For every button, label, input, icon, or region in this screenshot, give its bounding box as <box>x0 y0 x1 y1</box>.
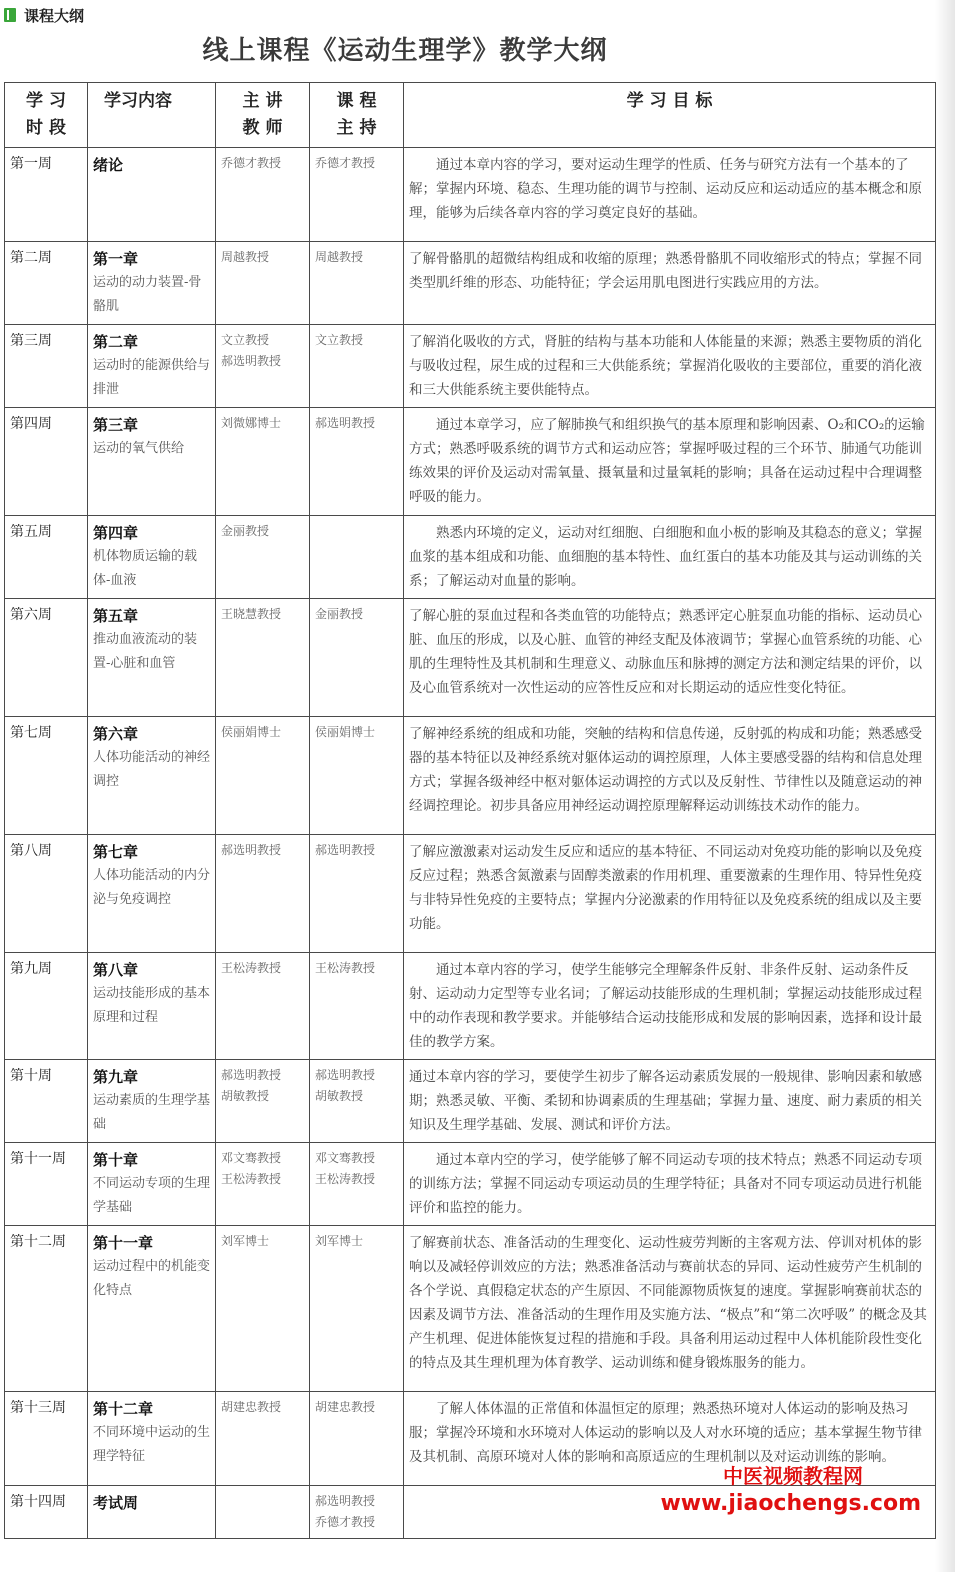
content-cell <box>88 1392 216 1486</box>
lecturer-cell <box>216 1392 310 1486</box>
week-cell <box>5 408 88 516</box>
week-cell <box>5 1143 88 1226</box>
host-cell <box>310 599 404 717</box>
host-cell <box>310 516 404 599</box>
content-cell <box>88 953 216 1060</box>
week-cell <box>5 717 88 835</box>
goal-cell <box>404 242 936 325</box>
host-name: 郝选明教授 <box>315 843 376 857</box>
table-row <box>5 1060 936 1143</box>
lecturer-name: 郝选明教授 <box>221 354 282 368</box>
content-cell <box>88 325 216 408</box>
chapter-title: 人体功能活动的神经调控 <box>93 750 211 789</box>
chapter-title: 运动技能形成的基本原理和过程 <box>93 986 211 1025</box>
goal-text: 通过本章内容的学习，要使学生初步了解各运动素质发展的一般规律、影响因素和敏感期；熟悉灵敏、平衡、柔韧和协调素质的生理基础；掌握力量、速度、耐力素质的相关知识及生理学基础、发展、测试和评价方法。 <box>409 1069 922 1133</box>
host-cell <box>310 1143 404 1226</box>
host-cell <box>310 835 404 953</box>
table-row <box>5 242 936 325</box>
goal-text: 了解应激激素对运动发生反应和适应的基本特征、不同运动对免疫功能的影响以及免疫反应过程；熟悉含氮激素与固醇类激素的作用机理、重要激素的生理作用、特异性免疫与非特异性免疫的主要特点；掌握内分泌激素的作用特征以及免疫系统的组成以及主要功能。 <box>409 844 922 932</box>
week-cell <box>5 242 88 325</box>
chapter-label: 第九章 <box>93 1068 139 1086</box>
host-name: 乔德才教授 <box>315 1515 376 1529</box>
chapter-title: 运动的氧气供给 <box>93 441 185 456</box>
chapter-label: 绪论 <box>93 156 124 174</box>
chapter-label: 第一章 <box>93 250 139 268</box>
site-watermark <box>660 1462 921 1518</box>
week-label: 第十二周 <box>10 1234 66 1250</box>
week-label: 第七周 <box>10 725 52 741</box>
chapter-title: 不同运动专项的生理学基础 <box>93 1176 211 1215</box>
header-period-line2: 时 段 <box>26 118 66 138</box>
week-cell <box>5 516 88 599</box>
section-header <box>4 4 84 26</box>
lecturer-cell <box>216 1226 310 1392</box>
week-label: 第十周 <box>10 1068 52 1084</box>
table-row <box>5 148 936 242</box>
book-icon <box>4 8 16 22</box>
header-goal-label: 学 习 目 标 <box>626 91 713 111</box>
week-label: 第三周 <box>10 333 52 349</box>
host-cell <box>310 242 404 325</box>
host-name: 邓文骞教授 <box>315 1151 376 1165</box>
lecturer-cell <box>216 835 310 953</box>
host-name: 王松涛教授 <box>315 1172 376 1186</box>
lecturer-name: 侯丽娟博士 <box>221 725 282 739</box>
lecturer-name: 刘微娜博士 <box>221 416 282 430</box>
host-cell <box>310 325 404 408</box>
week-label: 第六周 <box>10 607 52 623</box>
chapter-title: 运动过程中的机能变化特点 <box>93 1259 211 1298</box>
header-lecturer-line1: 主 讲 <box>242 91 283 111</box>
chapter-label: 第四章 <box>93 524 139 542</box>
lecturer-cell <box>216 1486 310 1539</box>
week-label: 第五周 <box>10 524 52 540</box>
chapter-label: 第七章 <box>93 843 139 861</box>
week-cell <box>5 835 88 953</box>
goal-text: 了解心脏的泵血过程和各类血管的功能特点；熟悉评定心脏泵血功能的指标、运动员心脏、血压的形成，以及心脏、血管的神经支配及体液调节；掌握心血管系统的功能、心肌的生理特性及其机制和生理意义、动脉血压和脉搏的测定方法和测定结果的评价，以及心血管系统对一次性运动的应答性反应和对长期运动的适应性变化特征。 <box>409 608 922 696</box>
chapter-label: 考试周 <box>93 1494 139 1512</box>
host-name: 刘军博士 <box>315 1234 364 1248</box>
table-row <box>5 717 936 835</box>
chapter-title: 运动素质的生理学基础 <box>93 1093 211 1132</box>
host-cell <box>310 148 404 242</box>
goal-text: 通过本章内空的学习，使学能够了解不同运动专项的技术特点；熟悉不同运动专项的训练方法；掌握不同运动专项运动员的生理学特征；具备对不同专项运动员进行机能评价和监控的能力。 <box>409 1152 922 1216</box>
lecturer-name: 金丽教授 <box>221 524 270 538</box>
week-label: 第四周 <box>10 416 52 432</box>
week-label: 第二周 <box>10 250 52 266</box>
week-label: 第十四周 <box>10 1494 66 1510</box>
lecturer-cell <box>216 516 310 599</box>
chapter-title: 机体物质运输的载体-血液 <box>93 549 198 588</box>
lecturer-cell <box>216 242 310 325</box>
chapter-label: 第十章 <box>93 1151 139 1169</box>
watermark-site-name: 中医视频教程网 <box>723 1464 863 1488</box>
content-cell <box>88 148 216 242</box>
goal-text: 了解神经系统的组成和功能，突触的结构和信息传递，反射弧的构成和功能；熟悉感受器的基本特征以及神经系统对躯体运动的调控原理，人体主要感受器的结构和信息处理方式；掌握各级神经中枢对躯体运动调控的方式以及反射性、节律性以及随意运动的神经调控理论。初步具备应用神经运动调控原理解释运动训练技术动作的能力。 <box>409 726 922 814</box>
lecturer-cell <box>216 325 310 408</box>
chapter-title: 不同环境中运动的生理学特征 <box>93 1425 211 1464</box>
header-host <box>310 83 404 148</box>
week-cell <box>5 148 88 242</box>
goal-cell <box>404 1060 936 1143</box>
goal-cell <box>404 1226 936 1392</box>
content-cell <box>88 1486 216 1539</box>
goal-cell <box>404 717 936 835</box>
host-cell <box>310 1060 404 1143</box>
goal-text: 了解人体体温的正常值和体温恒定的原理；熟悉热环境对人体运动的影响及热习服；掌握冷环境和水环境对人体运动的影响以及人对水环境的适应；基本掌握生物节律及其机制、高原环境对人体的影响和高原适应的生理机制以及对运动训练的影响。 <box>409 1401 922 1465</box>
week-cell <box>5 1392 88 1486</box>
host-cell <box>310 408 404 516</box>
lecturer-name: 胡敏教授 <box>221 1089 270 1103</box>
lecturer-name: 郝选明教授 <box>221 1068 282 1082</box>
right-edge-shade <box>935 0 955 1572</box>
week-label: 第十三周 <box>10 1400 66 1416</box>
content-cell <box>88 717 216 835</box>
chapter-title: 运动的动力装置-骨骼肌 <box>93 275 202 314</box>
week-label: 第一周 <box>10 156 52 172</box>
host-cell <box>310 1486 404 1539</box>
goal-cell <box>404 148 936 242</box>
chapter-label: 第十二章 <box>93 1400 154 1418</box>
chapter-label: 第三章 <box>93 416 139 434</box>
host-cell <box>310 1392 404 1486</box>
goal-cell <box>404 835 936 953</box>
host-cell <box>310 1226 404 1392</box>
content-cell <box>88 1060 216 1143</box>
chapter-label: 第八章 <box>93 961 139 979</box>
week-cell <box>5 1226 88 1392</box>
header-lecturer-line2: 教 师 <box>242 118 283 138</box>
week-cell <box>5 1060 88 1143</box>
goal-cell <box>404 516 936 599</box>
lecturer-cell <box>216 1143 310 1226</box>
lecturer-cell <box>216 408 310 516</box>
header-content <box>88 83 216 148</box>
lecturer-cell <box>216 717 310 835</box>
week-label: 第十一周 <box>10 1151 66 1167</box>
goal-text: 通过本章内容的学习，要对运动生理学的性质、任务与研究方法有一个基本的了解；掌握内环境、稳态、生理功能的调节与控制、运动反应和运动适应的基本概念和原理，能够为后续各章内容的学习奠定良好的基础。 <box>409 157 922 221</box>
goal-text: 熟悉内环境的定义，运动对红细胞、白细胞和血小板的影响及其稳态的意义；掌握血浆的基本组成和功能、血细胞的基本特性、血红蛋白的基本功能及其与运动训练的关系；了解运动对血量的影响。 <box>409 525 922 589</box>
header-lecturer <box>216 83 310 148</box>
lecturer-name: 邓文骞教授 <box>221 1151 282 1165</box>
host-name: 郝选明教授 <box>315 1068 376 1082</box>
content-cell <box>88 1226 216 1392</box>
lecturer-name: 文立教授 <box>221 333 270 347</box>
page-title: 线上课程《运动生理学》教学大纲 <box>202 36 608 66</box>
lecturer-name: 王晓慧教授 <box>221 607 282 621</box>
goal-text: 通过本章学习，应了解肺换气和组织换气的基本原理和影响因素、O₂和CO₂的运输方式；熟悉呼吸系统的调节方式和运动应答；掌握呼吸过程的三个环节、肺通气功能训练效果的评价及运动对需氧量、摄氧量和过量氧耗的影响；具备在运动过程中合理调整呼吸的能力。 <box>409 417 925 505</box>
table-row <box>5 408 936 516</box>
chapter-label: 第二章 <box>93 333 139 351</box>
host-name: 侯丽娟博士 <box>315 725 376 739</box>
header-period <box>5 83 88 148</box>
goal-cell <box>404 408 936 516</box>
chapter-title: 人体功能活动的内分泌与免疫调控 <box>93 868 211 907</box>
host-name: 文立教授 <box>315 333 364 347</box>
chapter-title: 推动血液流动的装置-心脏和血管 <box>93 632 198 671</box>
watermark-url: www.jiaochengs.com <box>660 1491 921 1516</box>
table-row <box>5 835 936 953</box>
week-cell <box>5 1486 88 1539</box>
goal-cell <box>404 599 936 717</box>
header-host-line1: 课 程 <box>336 91 377 111</box>
week-cell <box>5 953 88 1060</box>
table-row <box>5 1143 936 1226</box>
goal-cell <box>404 953 936 1060</box>
header-content-label: 学习内容 <box>104 91 172 111</box>
chapter-label: 第六章 <box>93 725 139 743</box>
lecturer-name: 王松涛教授 <box>221 961 282 975</box>
content-cell <box>88 408 216 516</box>
week-cell <box>5 325 88 408</box>
lecturer-cell <box>216 953 310 1060</box>
table-row <box>5 1226 936 1392</box>
lecturer-cell <box>216 1060 310 1143</box>
lecturer-name: 郝选明教授 <box>221 843 282 857</box>
host-name: 郝选明教授 <box>315 1494 376 1508</box>
goal-text: 了解消化吸收的方式，肾脏的结构与基本功能和人体能量的来源；熟悉主要物质的消化与吸收过程，尿生成的过程和三大供能系统；掌握消化吸收的主要部位，重要的消化液和三大供能系统主要供能特点。 <box>409 334 922 398</box>
goal-cell <box>404 325 936 408</box>
lecturer-name: 王松涛教授 <box>221 1172 282 1186</box>
host-name: 王松涛教授 <box>315 961 376 975</box>
host-name: 乔德才教授 <box>315 156 376 170</box>
goal-cell <box>404 1143 936 1226</box>
table-row <box>5 953 936 1060</box>
goal-text: 通过本章内容的学习，使学生能够完全理解条件反射、非条件反射、运动条件反射、运动动力定型等专业名词；了解运动技能形成的生理机制；掌握运动技能形成过程中的动作表现和教学要求。并能够结合运动技能形成和发展的影响因素，选择和设计最佳的教学方案。 <box>409 962 922 1050</box>
host-cell <box>310 953 404 1060</box>
header-goal <box>404 83 936 148</box>
goal-text: 了解骨骼肌的超微结构组成和收缩的原理；熟悉骨骼肌不同收缩形式的特点；掌握不同类型肌纤维的形态、功能特征；学会运用肌电图进行实践应用的方法。 <box>409 251 922 291</box>
host-cell <box>310 717 404 835</box>
header-host-line2: 主 持 <box>336 118 377 138</box>
lecturer-name: 刘军博士 <box>221 1234 270 1248</box>
lecturer-cell <box>216 148 310 242</box>
chapter-label: 第五章 <box>93 607 139 625</box>
table-row <box>5 516 936 599</box>
host-name: 胡敏教授 <box>315 1089 364 1103</box>
week-label: 第九周 <box>10 961 52 977</box>
week-cell <box>5 599 88 717</box>
table-row <box>5 325 936 408</box>
chapter-title: 运动时的能源供给与排泄 <box>93 358 211 397</box>
lecturer-name: 乔德才教授 <box>221 156 282 170</box>
syllabus-table <box>4 82 936 1539</box>
table-row <box>5 599 936 717</box>
host-name: 郝选明教授 <box>315 416 376 430</box>
week-label: 第八周 <box>10 843 52 859</box>
content-cell <box>88 835 216 953</box>
host-name: 胡建忠教授 <box>315 1400 376 1414</box>
header-period-line1: 学 习 <box>26 91 66 111</box>
lecturer-name: 周越教授 <box>221 250 270 264</box>
content-cell <box>88 599 216 717</box>
lecturer-cell <box>216 599 310 717</box>
host-name: 周越教授 <box>315 250 364 264</box>
content-cell <box>88 242 216 325</box>
section-header-label: 课程大纲 <box>24 6 85 25</box>
chapter-label: 第十一章 <box>93 1234 154 1252</box>
table-header-row <box>5 83 936 148</box>
content-cell <box>88 516 216 599</box>
goal-text: 了解赛前状态、准备活动的生理变化、运动性疲劳判断的主客观方法、停训对机体的影响以及减轻停训效应的方法；熟悉准备活动与赛前状态的异同、运动性疲劳产生机制的各个学说、真假稳定状态的产生原因、不同能源物质恢复的速度。掌握影响赛前状态的因素及调节方法、准备活动的生理作用及实施方法、“极点”和“第二次呼吸” 的概念及其产生机理、促进体能恢复过程的措施和手段。具备利用运动过程中人体机能阶段性变化的特点及其生理机理为体育教学、运动训练和健身锻炼服务的能力。 <box>409 1235 927 1371</box>
content-cell <box>88 1143 216 1226</box>
host-name: 金丽教授 <box>315 607 364 621</box>
lecturer-name: 胡建忠教授 <box>221 1400 282 1414</box>
